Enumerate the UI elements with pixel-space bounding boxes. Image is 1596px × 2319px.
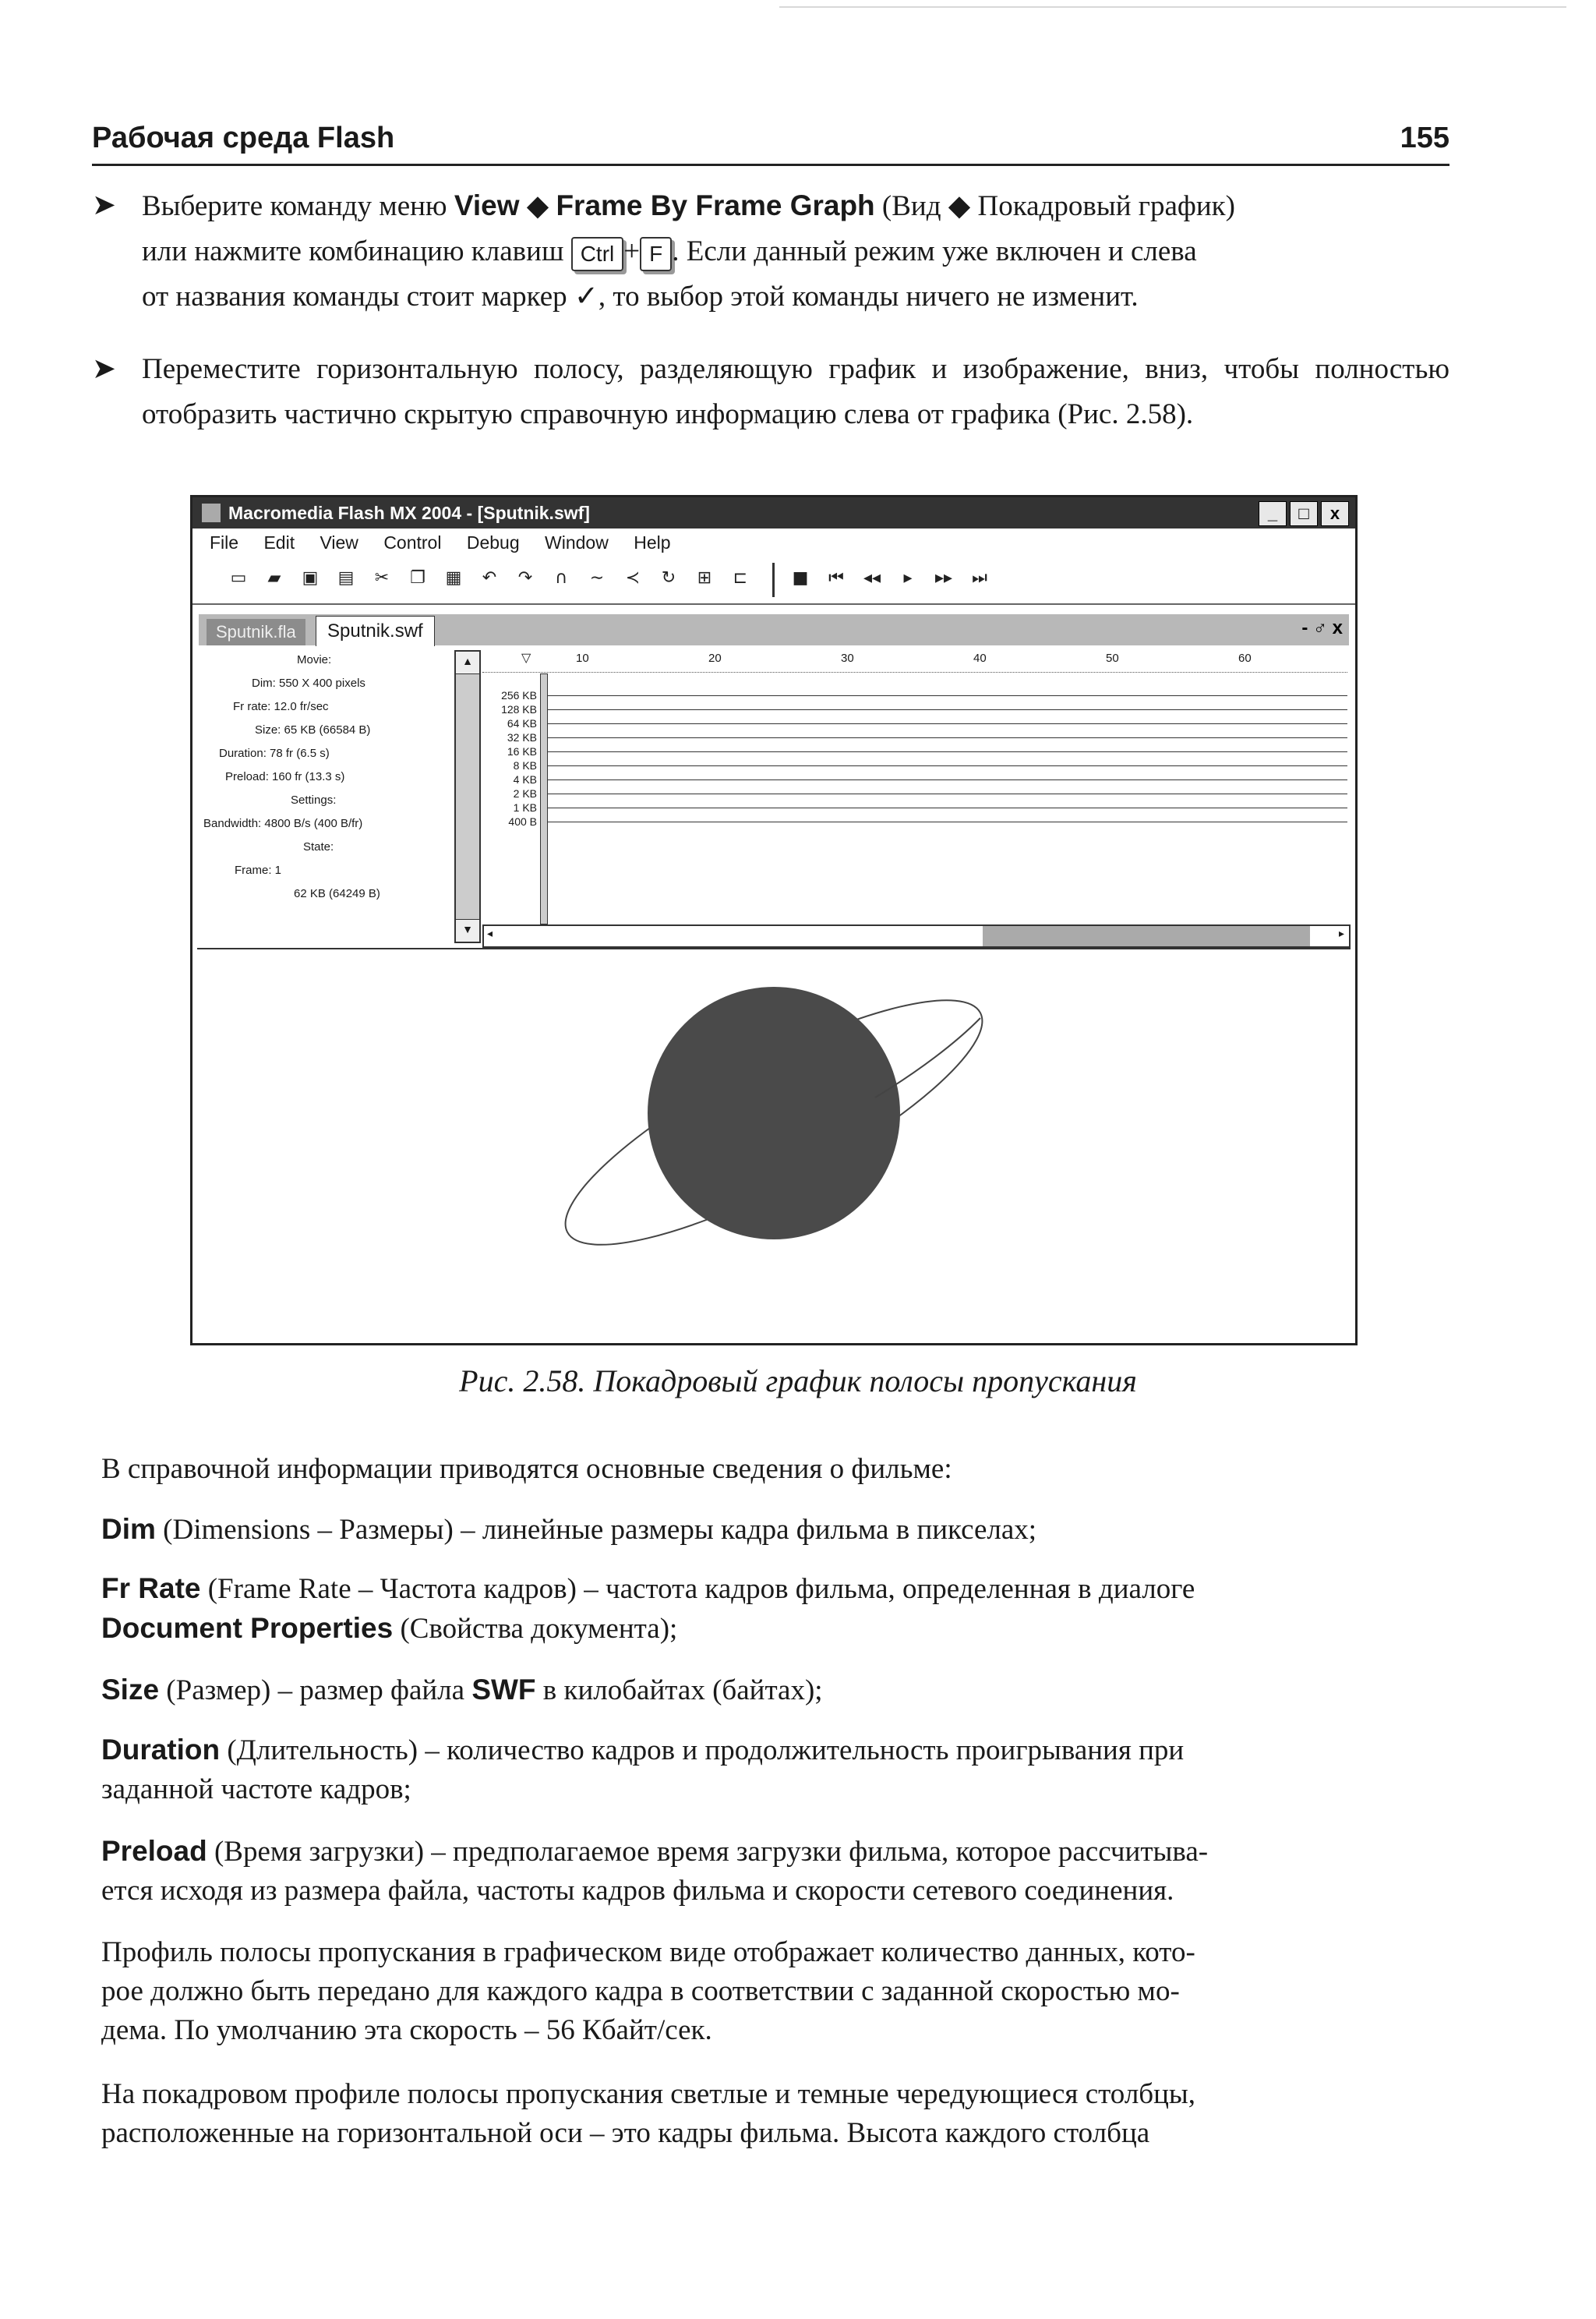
term-duration-label: Duration [101, 1734, 221, 1766]
frame-ruler [482, 650, 1347, 673]
smooth-icon[interactable]: ∼ [589, 568, 605, 588]
menu-view[interactable]: View [320, 532, 358, 553]
running-header [92, 117, 1449, 166]
scroll-right-icon[interactable]: ▸ [1338, 928, 1344, 940]
info-duration: Duration: 78 fr (6.5 s) [219, 747, 330, 760]
info-fr-rate: Fr rate: 12.0 fr/sec [233, 700, 329, 713]
snap-icon[interactable]: ∩ [554, 568, 568, 588]
bullet-item-2 [92, 347, 1449, 437]
ruler-tick-20: 20 [708, 652, 722, 665]
scroll-left-icon[interactable]: ◂ [487, 928, 493, 940]
gridline [545, 737, 1347, 738]
main-toolbar [192, 557, 1355, 605]
print-icon[interactable]: ▤ [337, 568, 355, 588]
info-vertical-scrollbar[interactable] [454, 650, 481, 943]
flash-screenshot-figure [190, 495, 1358, 1345]
ruler-tick-10: 10 [576, 652, 589, 665]
info-dim: Dim: 550 X 400 pixels [252, 677, 365, 690]
bullet-1-line-3: от названия команды стоит маркер ✓, то выбор этой команды ничего не изменит. [142, 281, 1139, 313]
bullet-item-1 [92, 183, 1449, 320]
undo-icon[interactable]: ↶ [482, 568, 497, 588]
kb-label: 256 KB [501, 689, 537, 702]
profile-paragraph: Профиль полосы пропускания в графическом виде отображает количество данных, кото- рое должно быть передано для каждого кадра в соответствии с заданной скоростью мо- дема. По умолчанию эта скорость – 56 Кбайт/сек. [101, 1936, 1195, 2046]
new-icon[interactable]: ▭ [230, 568, 247, 588]
last-paragraph: На покадровом профиле полосы пропускания светлые и темные чередующиеся столбцы, расположенные на горизонтальной оси – это кадры фильма. Высота каждого столбца [101, 2078, 1196, 2149]
info-size: Size: 65 KB (66584 B) [255, 723, 371, 737]
kb-label: 16 KB [507, 745, 537, 758]
f-key: F [640, 237, 672, 271]
document-tab-strip [199, 614, 1349, 645]
paste-icon[interactable]: ▦ [445, 568, 462, 588]
menu-help[interactable]: Help [634, 532, 671, 553]
bullet-arrow-icon: ➤ [92, 353, 117, 385]
term-fr-rate: Fr Rate (Frame Rate – Частота кадров) – частота кадров фильма, определенная в диалоге Document Properties (Свойства документа); [101, 1572, 1195, 1645]
term-preload: Preload (Время загрузки) – предполагаемое время загрузки фильма, которое рассчитыва- ется исходя из размера файла, частоты кадров фильма и скорости сетевого соединения. [101, 1835, 1209, 1907]
cut-icon[interactable]: ✂ [374, 568, 390, 588]
menu-window[interactable]: Window [545, 532, 609, 553]
kb-label: 1 KB [513, 801, 537, 814]
menu-frame-by-frame-term: Frame By Frame Graph [556, 189, 875, 221]
term-size-label: Size [101, 1674, 160, 1706]
kb-label: 400 B [508, 815, 537, 828]
sputnik-graphic [197, 949, 1346, 1339]
playhead-icon[interactable]: ▽ [521, 652, 531, 665]
menu-debug[interactable]: Debug [466, 532, 520, 553]
toolbar-separator [772, 563, 775, 597]
kb-label: 8 KB [513, 759, 537, 772]
scroll-up-icon[interactable]: ▲ [456, 652, 479, 674]
term-size: Size (Размер) – размер файла SWF в килобайтах (байтах); [101, 1674, 823, 1706]
ruler-tick-60: 60 [1238, 652, 1252, 665]
info-state: State: [303, 840, 334, 854]
menu-control[interactable]: Control [383, 532, 442, 553]
tab-sputnik-swf[interactable]: Sputnik.swf [316, 616, 435, 646]
flash-app-icon [202, 504, 221, 522]
kb-label: 2 KB [513, 787, 537, 800]
gridline [545, 751, 1347, 752]
frame-1-bar[interactable] [540, 673, 548, 924]
gridline [545, 723, 1347, 724]
align-icon[interactable]: ⊏ [733, 568, 748, 588]
top-rule [779, 6, 1566, 8]
kb-label: 64 KB [507, 717, 537, 730]
movie-stage [197, 948, 1351, 1338]
close-button[interactable]: x [1321, 501, 1349, 526]
window-controls [1259, 501, 1349, 526]
rotate-icon[interactable]: ↻ [661, 568, 676, 588]
gridline [545, 695, 1347, 696]
menu-edit[interactable]: Edit [263, 532, 295, 553]
term-dim-label: Dim [101, 1513, 156, 1545]
menu-view-term: View [454, 189, 520, 221]
menu-file[interactable]: File [210, 532, 239, 553]
bullet-2-text: Переместите горизонтальную полосу, разделяющую график и изображение, вниз, чтобы полностью отобразить частично скрытую справочную информацию слева от графика (Рис. 2.58). [142, 353, 1449, 430]
ruler-tick-50: 50 [1106, 652, 1119, 665]
term-swf: SWF [471, 1674, 536, 1706]
bullet-1-line-2: или нажмите комбинацию клавиш Ctrl + F . Если данный режим уже включен и слева [142, 229, 1449, 274]
bullet-arrow-icon: ➤ [92, 189, 117, 221]
term-fr-rate-label: Fr Rate [101, 1572, 201, 1604]
term-preload-label: Preload [101, 1835, 207, 1867]
play-icon[interactable]: ▸ [903, 568, 913, 588]
info-preload: Preload: 160 fr (13.3 s) [225, 770, 345, 783]
graph-horizontal-scrollbar[interactable] [482, 924, 1351, 948]
page-number: 155 [1400, 122, 1449, 154]
redo-icon[interactable]: ↷ [517, 568, 533, 588]
info-frame: Frame: 1 [235, 864, 282, 877]
bandwidth-graph [482, 650, 1347, 931]
maximize-button[interactable]: □ [1290, 501, 1318, 526]
info-settings: Settings: [291, 794, 337, 807]
window-titlebar [192, 497, 1355, 528]
scroll-down-icon[interactable]: ▼ [456, 919, 479, 942]
info-movie: Movie: [297, 653, 332, 666]
kb-label: 32 KB [507, 731, 537, 744]
go-to-end-icon[interactable]: ⏭ [972, 568, 987, 588]
info-frame-size: 62 KB (64249 B) [294, 887, 380, 900]
menu-bar [192, 528, 1355, 557]
tab-sputnik-fla[interactable]: Sputnik.fla [207, 619, 305, 645]
gridline [545, 765, 1347, 766]
term-document-properties: Document Properties [101, 1612, 394, 1644]
ctrl-key: Ctrl [571, 237, 624, 271]
step-forward-icon[interactable]: ▸▸ [934, 568, 953, 588]
header-title: Рабочая среда Flash [92, 122, 395, 154]
window-title: Macromedia Flash MX 2004 - [Sputnik.swf] [228, 503, 590, 523]
stop-icon[interactable]: ■ [792, 568, 809, 588]
open-icon[interactable]: ▰ [267, 568, 281, 588]
term-dim: Dim (Dimensions – Размеры) – линейные размеры кадра фильма в пикселах; [101, 1513, 1037, 1546]
info-bandwidth: Bandwidth: 4800 B/s (400 B/fr) [203, 817, 363, 830]
diamond-icon: ◆ [526, 190, 549, 222]
movie-info-panel [203, 650, 459, 931]
ruler-tick-30: 30 [841, 652, 854, 665]
planet-circle [648, 987, 900, 1239]
gridline [545, 709, 1347, 710]
intro-paragraph: В справочной информации приводятся основные сведения о фильме: [101, 1453, 952, 1485]
copy-icon[interactable]: ❐ [410, 568, 425, 588]
bullet-1-line-1: Выберите команду меню View ◆ Frame By Frame Graph (Вид ◆ Покадровый график) [142, 189, 1235, 222]
minimize-button[interactable]: _ [1259, 501, 1287, 526]
save-icon[interactable]: ▣ [302, 568, 319, 588]
gridline [545, 779, 1347, 780]
step-back-icon[interactable]: ◂◂ [863, 568, 881, 588]
term-duration: Duration (Длительность) – количество кадров и продолжительность проигрывания при заданной частоте кадров; [101, 1734, 1185, 1805]
ruler-tick-40: 40 [973, 652, 987, 665]
straighten-icon[interactable]: ≺ [625, 568, 641, 588]
tab-window-controls[interactable]: - ♂ x [1301, 617, 1343, 638]
scale-icon[interactable]: ⊞ [697, 568, 712, 588]
scroll-thumb[interactable] [983, 926, 1310, 946]
kb-label: 128 KB [501, 703, 537, 716]
rewind-icon[interactable]: ⏮ [828, 568, 844, 588]
kb-label: 4 KB [513, 773, 537, 786]
figure-caption: Рис. 2.58. Покадровый график полосы пропускания [459, 1363, 1137, 1398]
